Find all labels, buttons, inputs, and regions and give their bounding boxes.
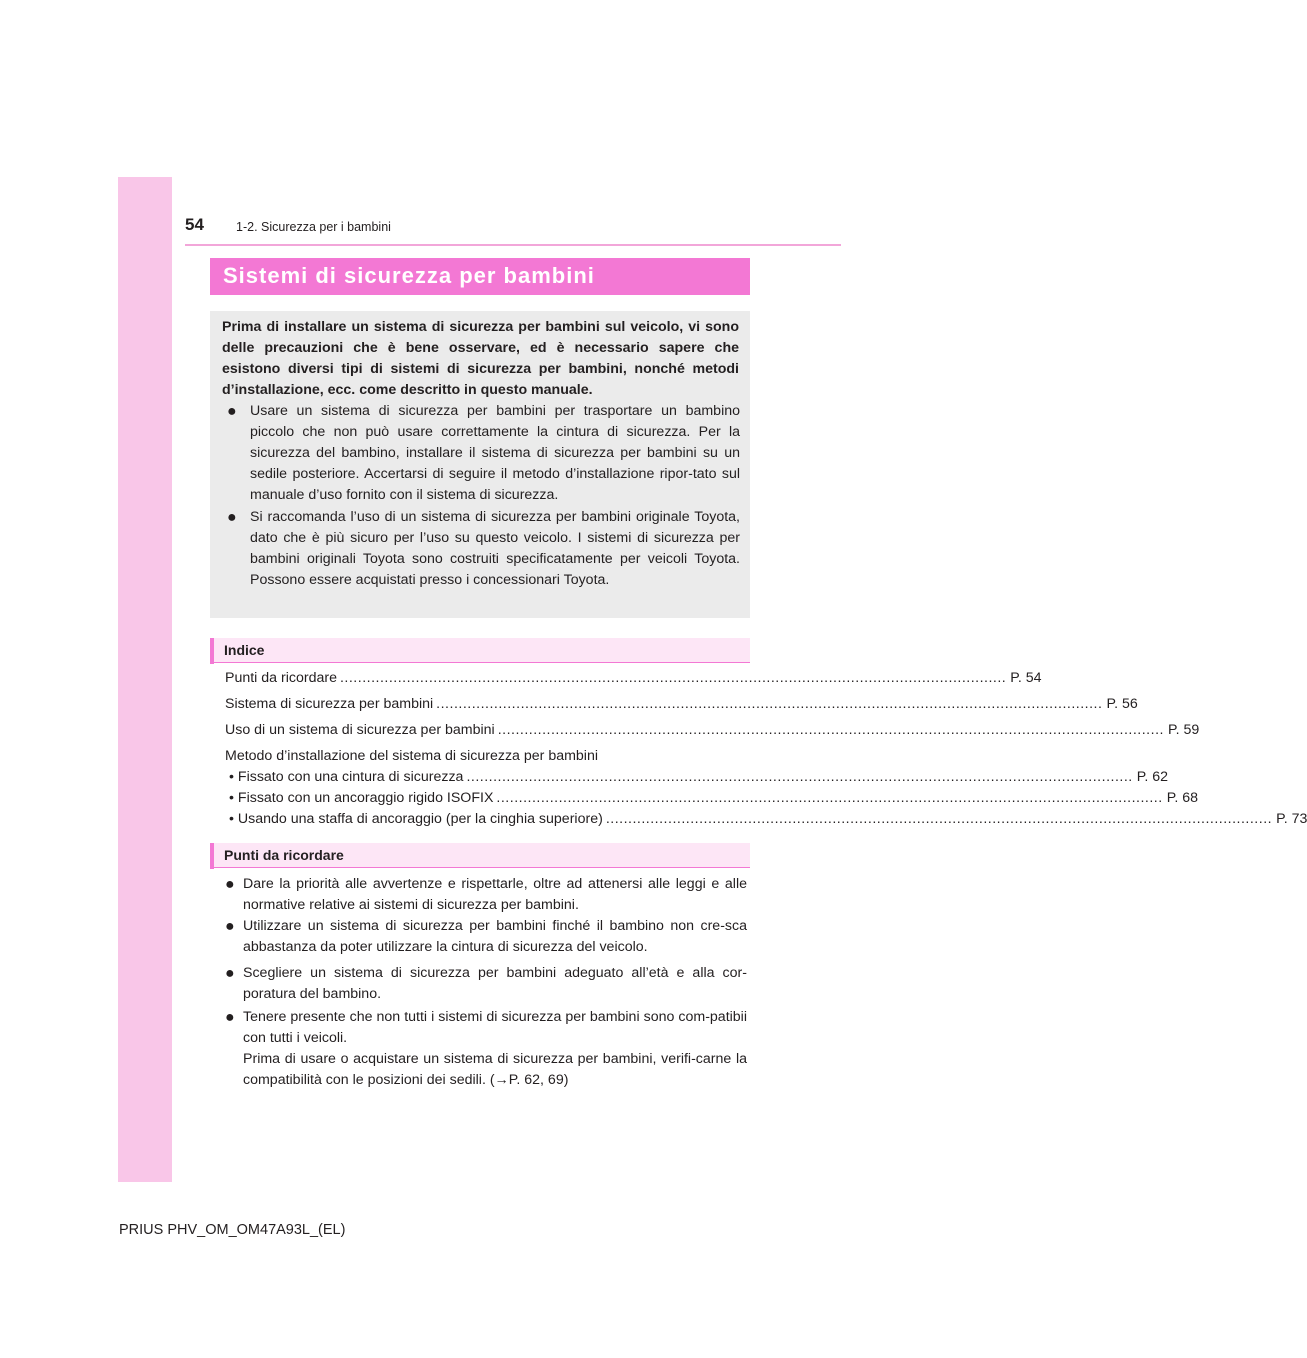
reminder-text: Utilizzare un sistema di sicurezza per bambini finché il bambino non cre-sca abbastanza da poter utilizzare la cintura di sicurezza del veicolo. [243, 918, 747, 955]
reminder-text: Dare la priorità alle avvertenze e rispettarle, oltre ad attenersi alle leggi e alle normative relative ai sistemi di sicurezza per bambini. [243, 876, 747, 913]
reminder-text: Scegliere un sistema di sicurezza per bambini adeguato all’età e alla cor-poratura del bambino. [243, 965, 747, 1002]
toc-entry[interactable]: Punti da ricordare ...................................................................................................................................................... P. 54 [225, 670, 1042, 686]
toc-page: P. 59 [1167, 722, 1200, 738]
toc-sub-entry[interactable]: • Fissato con un ancoraggio rigido ISOFIX ...................................................................................................................................................... P. 68 [229, 790, 1198, 806]
intro-bullet-text: Usare un sistema di sicurezza per bambini per trasportare un bambino piccolo che non può usare correttamente la cintura di sicurezza. Per la sicurezza del bambino, installare il sistema di sicurezza per bambini su un sedile posteriore. Accertarsi di seguire il metodo d’installazione ripor-tato sul manuale d’uso fornito con il sistema di sicurezza. [250, 403, 740, 503]
index-heading [210, 638, 750, 663]
reminder-item [225, 963, 747, 1005]
reminder-item [225, 1007, 747, 1091]
reminder-item [225, 874, 747, 916]
bullet-icon: ● [227, 403, 237, 420]
bullet-icon: ● [227, 509, 237, 526]
page-title: Sistemi di sicurezza per bambini [223, 263, 595, 288]
toc-sub-entry[interactable]: • Usando una staffa di ancoraggio (per la cinghia superiore) ...................................................................................................................................................... P. 73 [229, 811, 1307, 827]
section-title: 1-2. Sicurezza per i bambini [236, 220, 391, 234]
bullet-icon: ● [225, 965, 235, 982]
toc-page: P. 62 [1136, 769, 1169, 785]
toc-page: P. 54 [1010, 670, 1042, 686]
toc-label: Uso di un sistema di sicurezza per bambini [225, 722, 495, 738]
page-number: 54 [185, 215, 204, 234]
toc-page: P. 68 [1166, 790, 1198, 806]
reminder-extra-text: Prima di usare o acquistare un sistema di sicurezza per bambini, verifi-carne la compatibilità con le posizioni dei sedili. (→P. 62, 69) [243, 1051, 747, 1088]
intro-bullet-text: Si raccomanda l’uso di un sistema di sicurezza per bambini originale Toyota, dato che è più sicuro per l’uso su questo veicolo. I sistemi di sicurezza per bambini originali Toyota sono costruiti specificatamente per veicoli Toyota. Possono essere acquistati presso i concessionari Toyota. [250, 509, 740, 588]
reminder-item [225, 916, 747, 958]
toc-label: Punti da ricordare [225, 670, 337, 686]
toc-page: P. 56 [1106, 696, 1138, 712]
reminder-text: Tenere presente che non tutti i sistemi di sicurezza per bambini sono com-patibii con tutti i veicoli. [243, 1009, 747, 1046]
toc-entry[interactable]: Sistema di sicurezza per bambini ...................................................................................................................................................... P. 56 [225, 696, 1138, 712]
header-divider [185, 244, 841, 246]
reminders-heading [210, 843, 750, 868]
bullet-icon: ● [225, 918, 235, 935]
toc-page: P. 73 [1276, 811, 1307, 827]
toc-label: • Fissato con una cintura di sicurezza [229, 769, 464, 785]
intro-box [210, 311, 750, 618]
intro-bullet [227, 401, 740, 506]
toc-sub-entry[interactable]: • Fissato con una cintura di sicurezza ...................................................................................................................................................... P. 62 [229, 769, 1169, 785]
index-heading-label: Indice [224, 642, 265, 658]
intro-bullet [227, 507, 740, 591]
toc-label: Sistema di sicurezza per bambini [225, 696, 434, 712]
toc-label: • Fissato con un ancoraggio rigido ISOFIX [229, 790, 494, 806]
reminders-heading-label: Punti da ricordare [224, 847, 344, 863]
footer-model-code: PRIUS PHV_OM_OM47A93L_(EL) [119, 1222, 346, 1238]
toc-entry[interactable]: Uso di un sistema di sicurezza per bambini ...................................................................................................................................................... P. 59 [225, 722, 1200, 738]
bullet-icon: ● [225, 1009, 235, 1026]
side-tab [118, 177, 172, 1182]
toc-group-label: Metodo d’installazione del sistema di sicurezza per bambini [225, 748, 599, 764]
intro-text: Prima di installare un sistema di sicurezza per bambini sul veicolo, vi sono delle precauzioni che è bene osservare, ed è necessario sapere che esistono diversi tipi di sistemi di sicurezza per bambini, nonché metodi d’installazione, ecc. come descritto in questo manuale. [222, 319, 739, 398]
toc-label: • Usando una staffa di ancoraggio (per la cinghia superiore) [229, 811, 603, 827]
title-banner [210, 258, 750, 295]
bullet-icon: ● [225, 876, 235, 893]
